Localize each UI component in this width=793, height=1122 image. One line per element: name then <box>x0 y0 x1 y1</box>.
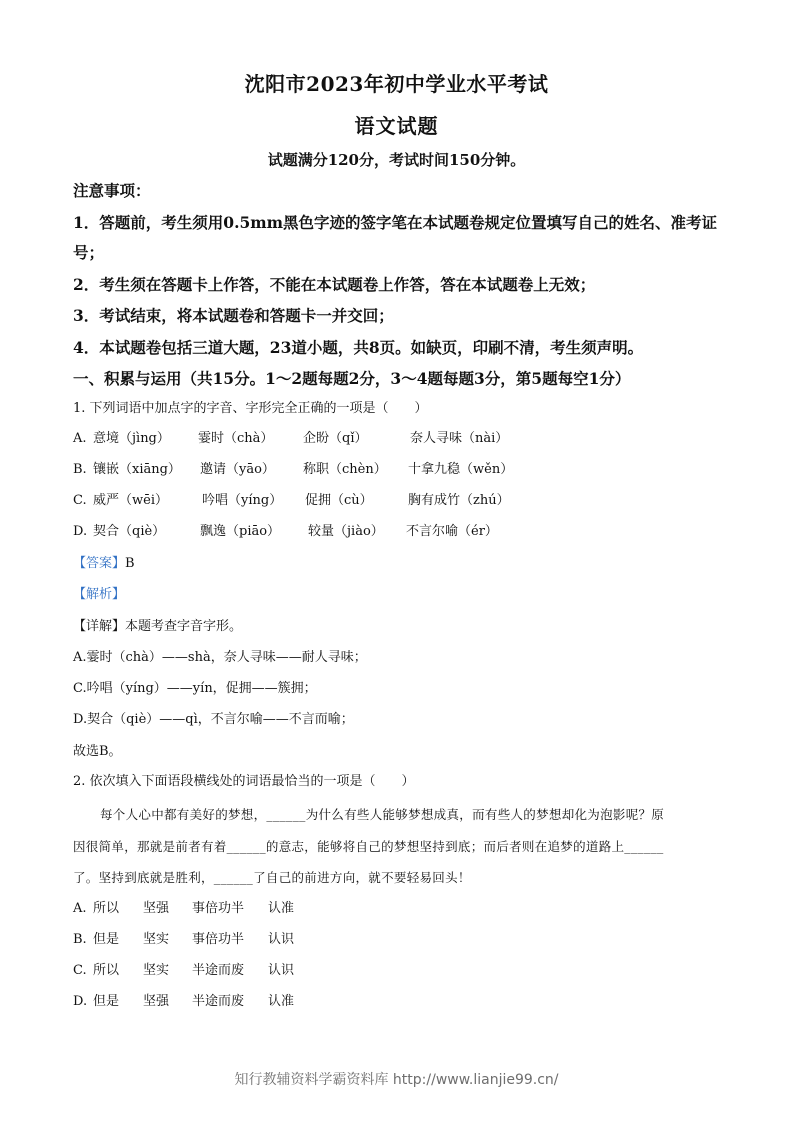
q1-conclusion: 故选B。 <box>73 744 122 759</box>
option-word: 促拥（cù） <box>305 493 373 508</box>
option-word: 但是 <box>93 994 120 1009</box>
option-label: D. <box>73 994 88 1009</box>
option-word: 飘逸（piāo） <box>200 524 281 539</box>
option-word: 邀请（yāo） <box>200 462 275 477</box>
note-item-3: 3．考试结束，将本试题卷和答题卡一并交回； <box>73 306 394 325</box>
option-word: 企盼（qǐ） <box>303 431 368 446</box>
option-word: 事倍功半 <box>192 901 245 916</box>
note-item-2: 2．考生须在答题卡上作答，不能在本试题卷上作答，答在本试题卷上无效； <box>73 275 596 294</box>
option-word: 认识 <box>268 963 295 978</box>
option-word: 事倍功半 <box>192 932 245 947</box>
analysis-tag: 【解析】 <box>73 587 126 602</box>
q2-stem: 2. 依次填入下面语段横线处的词语最恰当的一项是（ ） <box>73 774 415 789</box>
option-word: 霎时（chà） <box>198 431 274 446</box>
exam-title: 沈阳市2023年初中学业水平考试 <box>244 72 549 96</box>
option-word: 认准 <box>268 994 295 1009</box>
option-word: 半途而废 <box>192 994 245 1009</box>
q1-detail: 【详解】本题考查字音字形。 <box>73 619 243 634</box>
footer-watermark: 知行教辅资料学霸资料库 http://www.lianjie99.cn/ <box>234 1072 559 1088</box>
q1-analysis-tag <box>73 584 733 606</box>
option-label: D. <box>73 524 88 539</box>
option-word: 称职（chèn） <box>303 462 387 477</box>
option-label: A. <box>73 901 87 916</box>
option-label: C. <box>73 493 87 508</box>
option-word: 契合（qiè） <box>93 524 166 539</box>
option-word: 较量（jiào） <box>308 524 384 539</box>
q2-passage-line: 每个人心中都有美好的梦想，______为什么有些人能够梦想成真，而有些人的梦想却化为泡影呢？原 <box>100 807 665 822</box>
option-label: B. <box>73 462 87 477</box>
q1-analysis-line: A.霎时（chà）——shà，奈人寻味——耐人寻味； <box>73 650 367 665</box>
option-word: 胸有成竹（zhú） <box>408 493 510 508</box>
subject-title: 语文试题 <box>354 114 439 138</box>
option-label: C. <box>73 963 87 978</box>
option-word: 所以 <box>93 963 120 978</box>
option-word: 意境（jìng） <box>93 431 170 446</box>
option-word: 坚实 <box>143 963 170 978</box>
option-word: 认识 <box>268 932 295 947</box>
option-label: B. <box>73 932 87 947</box>
q1-answer <box>73 553 733 575</box>
answer-tag: 【答案】 <box>73 556 126 571</box>
q1-stem: 1. 下列词语中加点字的字音、字形完全正确的一项是（ ） <box>73 401 428 416</box>
q1-analysis-line: C.吟唱（yíng）——yín，促拥——簇拥； <box>73 681 317 696</box>
q2-passage-line: 了。坚持到底就是胜利，______了自己的前进方向，就不要轻易回头！ <box>73 870 471 885</box>
option-word: 但是 <box>93 932 120 947</box>
answer-value: B <box>125 556 135 571</box>
option-word: 坚实 <box>143 932 170 947</box>
option-word: 所以 <box>93 901 120 916</box>
option-word: 威严（wēi） <box>93 493 168 508</box>
option-word: 不言尔喻（ér） <box>406 524 498 539</box>
option-label: A. <box>73 431 87 446</box>
note-item-1: 1．答题前，考生须用0.5mm黑色字迹的签字笔在本试题卷规定位置填写自己的姓名、准考证 <box>73 213 718 232</box>
exam-info: 试题满分120分，考试时间150分钟。 <box>267 151 526 169</box>
option-word: 镶嵌（xiāng） <box>93 462 181 477</box>
q1-analysis-line: D.契合（qiè）——qì，不言尔喻——不言而喻； <box>73 712 354 727</box>
note-item-1-cont: 号； <box>73 243 105 262</box>
section-heading: 一、积累与运用（共15分。1～2题每题2分，3～4题每题3分，第5题每空1分） <box>73 369 631 388</box>
option-word: 坚强 <box>143 901 170 916</box>
q2-passage-line: 因很简单，那就是前者有着______的意志，能够将自己的梦想坚持到底；而后者则在追梦的道路上______ <box>73 839 664 854</box>
option-word: 十拿九稳（wěn） <box>408 462 514 477</box>
option-word: 认准 <box>268 901 295 916</box>
option-word: 坚强 <box>143 994 170 1009</box>
option-word: 奈人寻味（nài） <box>410 431 509 446</box>
note-item-4: 4．本试题卷包括三道大题，23道小题，共8页。如缺页，印刷不清，考生须声明。 <box>73 338 644 357</box>
option-word: 半途而废 <box>192 963 245 978</box>
option-word: 吟唱（yíng） <box>202 493 283 508</box>
notes-heading: 注意事项： <box>73 181 151 200</box>
